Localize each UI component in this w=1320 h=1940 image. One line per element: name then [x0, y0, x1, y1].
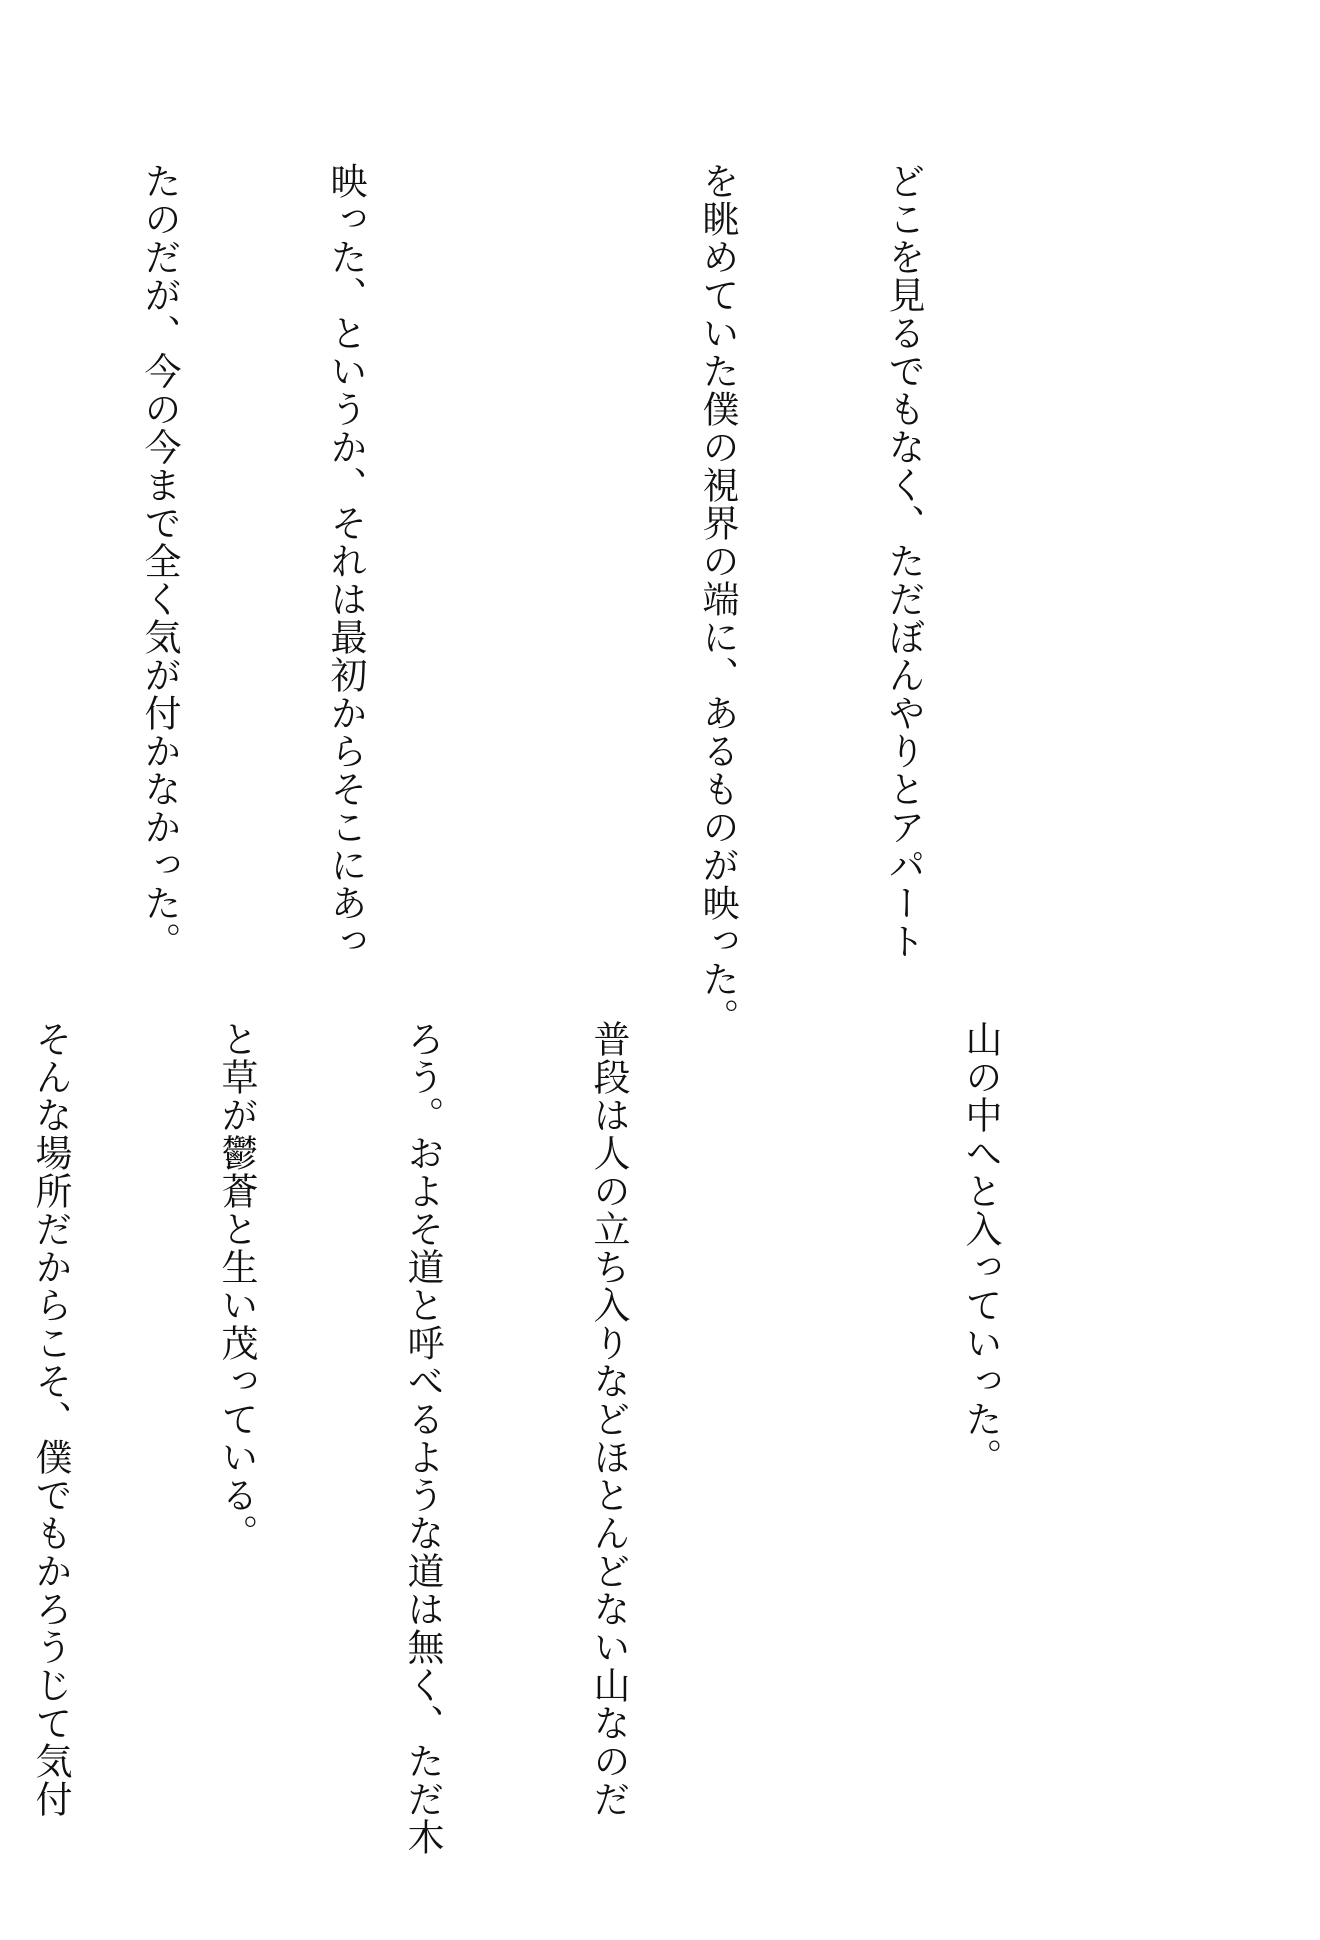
text-column: ろう。およそ道と呼べるような道は無く、ただ木 — [401, 1020, 444, 1856]
text-column: そんな場所だからこそ、僕でもかろうじて気付 — [29, 1020, 72, 1818]
text-column: を眺めていた僕の視界の端に、あるものが映った。 — [696, 162, 739, 1036]
text-column — [0, 162, 4, 962]
paragraph-gap — [763, 1020, 825, 1840]
paragraph-gap — [500, 162, 562, 962]
text-column: たのだが、今の今まで全く気が付かなかった。 — [138, 162, 181, 960]
text-column: 普段は人の立ち入りなどほとんどない山なのだ — [587, 1020, 630, 1818]
upper-text-block — [0, 162, 1058, 1036]
text-column: 山の中へと入っていった。 — [959, 1020, 1002, 1476]
lower-text-block — [0, 1020, 1135, 1856]
text-column: と草が鬱蒼と生い茂っている。 — [215, 1020, 258, 1552]
text-column: 映った、というか、それは最初からそこにあっ — [324, 162, 367, 960]
text-column: どこを見るでもなく、ただぼんやりとアパート — [882, 162, 925, 960]
